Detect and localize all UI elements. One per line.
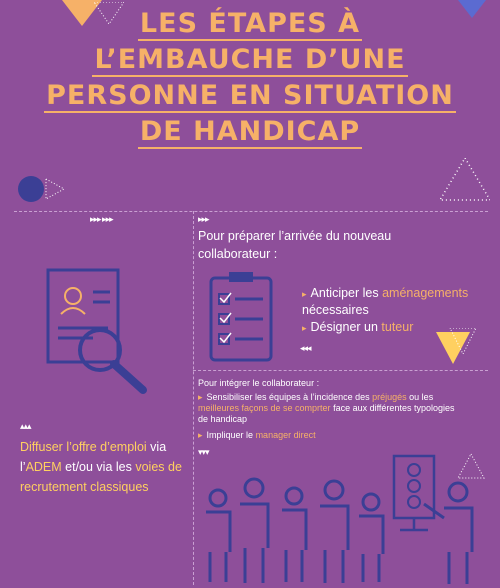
integrate-item-1-middle: ou les xyxy=(406,392,434,402)
publish-part-2: via l’ xyxy=(20,440,167,474)
cv-magnifier-icon xyxy=(38,250,168,410)
step-prepare-item-2: ▸ Désigner un tuteur xyxy=(302,320,414,334)
prepare-item-1-highlight: aménagements xyxy=(382,286,469,300)
step-integrate-item-2: ▸ Impliquer le manager direct xyxy=(198,430,316,440)
integrate-item-1-highlight-2: meilleures façons de se comprter xyxy=(198,403,331,413)
step-prepare-item-1: ▸ Anticiper les aménagements nécessaires xyxy=(302,286,469,317)
title-line-4: DE HANDICAP xyxy=(139,116,361,147)
arrows-decoration-5: ▾▾▾ xyxy=(198,447,209,457)
arrows-decoration-3: ◂◂◂ xyxy=(300,343,311,353)
prepare-item-2-before: Désigner un xyxy=(310,320,382,334)
title-line-2: L’EMBAUCHE D’UNE xyxy=(94,44,406,75)
divider-horizontal-middle xyxy=(193,370,488,371)
step-integrate-heading: Pour intégrer le collaborateur : xyxy=(198,378,320,388)
arrows-decoration-4: ▴▴▴ xyxy=(20,421,31,431)
arrows-decoration-2: ▸▸▸ xyxy=(198,214,209,224)
title-line-1: LES ÉTAPES À xyxy=(139,8,361,39)
integrate-item-2-before: Impliquer le xyxy=(206,430,256,440)
integrate-item-1-before: Sensibiliser les équipes à l’incidence des xyxy=(206,392,373,402)
circle-play-decoration xyxy=(16,174,76,204)
publish-part-3: ADEM xyxy=(25,460,62,474)
triangle-decoration-yellow xyxy=(436,328,476,368)
page-title xyxy=(0,6,500,150)
step-publish-text xyxy=(20,437,190,497)
prepare-item-2-highlight: tuteur xyxy=(381,320,414,334)
clipboard-checklist-icon xyxy=(205,268,285,368)
prepare-item-1-after: nécessaires xyxy=(302,303,369,317)
step-integrate-item-1: ▸ Sensibiliser les équipes à l’incidence des préjugés ou les meilleures façons de se comprter face aux différentes typologies de handicap xyxy=(198,392,455,424)
divider-horizontal-top xyxy=(14,211,488,212)
integrate-item-2-highlight: manager direct xyxy=(255,430,316,440)
arrows-decoration-1: ▸▸▸ ▸▸▸ xyxy=(90,214,113,224)
integrate-item-1-after: face aux différentes typologies de handicap xyxy=(198,403,455,424)
divider-vertical xyxy=(193,211,194,585)
team-people-icon xyxy=(196,458,496,588)
triangle-decoration-right-dotted xyxy=(440,158,490,202)
publish-part-5: voies de recrutement classiques xyxy=(20,460,182,494)
integrate-item-1-highlight-1: préjugés xyxy=(372,392,407,402)
publish-part-1: Diffuser l’offre d’emploi xyxy=(20,440,147,454)
prepare-item-1-before: Anticiper les xyxy=(310,286,383,300)
title-line-3: PERSONNE EN SITUATION xyxy=(46,80,454,111)
step-prepare-heading: Pour préparer l’arrivée du nouveau collaborateur : xyxy=(198,229,392,261)
publish-part-4: et/ou via les xyxy=(61,460,136,474)
